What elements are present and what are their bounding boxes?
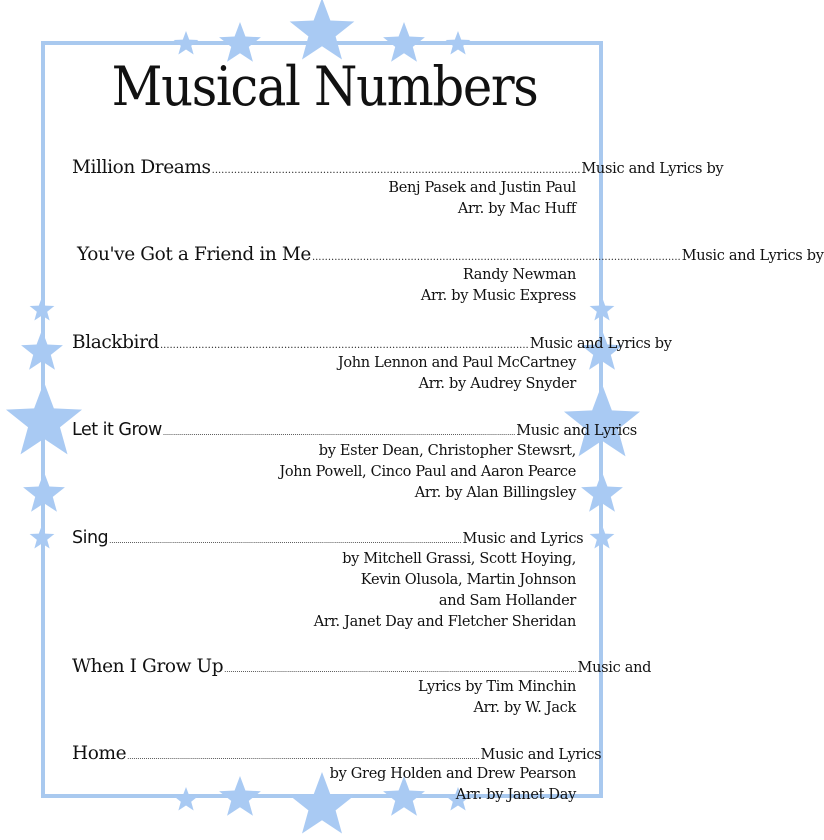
leader-dots: .................................................................................................................... — [311, 252, 681, 263]
star-icon — [580, 472, 624, 516]
credit-label: Music and Lyrics by — [529, 336, 672, 352]
credit-line: Benj Pasek and Justin Paul — [388, 180, 576, 196]
credit-label: Music and Lyrics — [462, 531, 584, 547]
credit-line: John Lennon and Paul McCartney — [337, 355, 576, 371]
song-title: When I Grow Up — [72, 656, 224, 677]
credit-label: Music and Lyrics by — [681, 248, 824, 264]
arranger-line: Arr. Janet Day and Fletcher Sheridan — [313, 614, 576, 630]
star-icon — [445, 31, 471, 57]
credit-label: Music and Lyrics — [480, 747, 602, 763]
song-title: Blackbird — [72, 332, 159, 353]
credit-label: Music and — [577, 660, 652, 676]
program-entry — [72, 244, 824, 307]
star-icon — [589, 525, 615, 551]
star-icon — [173, 31, 199, 57]
credit-line: Kevin Olusola, Martin Johnson — [360, 572, 576, 588]
song-title: You've Got a Friend in Me — [77, 244, 311, 265]
star-icon — [20, 330, 64, 374]
program-entry — [72, 528, 584, 633]
leader-dots: .................................................................................................................... — [211, 165, 581, 176]
star-icon — [29, 297, 55, 323]
credit-label: Music and Lyrics by — [581, 161, 724, 177]
program-entry — [72, 656, 652, 719]
leader-dots: .............................................................................................................................................................................. — [162, 429, 516, 437]
credit-line: Randy Newman — [462, 267, 576, 283]
song-title: Million Dreams — [72, 157, 211, 178]
arranger-line: Arr. by W. Jack — [473, 700, 576, 716]
arranger-line: Arr. by Alan Billingsley — [414, 485, 576, 501]
arranger-line: Arr. by Music Express — [420, 288, 576, 304]
credit-line: by Greg Holden and Drew Pearson — [329, 766, 576, 782]
arranger-line: Arr. by Audrey Snyder — [418, 376, 576, 392]
arranger-line: Arr. by Janet Day — [455, 787, 576, 803]
leader-dots: .................................................................................................................... — [159, 340, 529, 351]
credit-line: and Sam Hollander — [438, 593, 576, 609]
leader-dots: .............................................................................................................................................................................. — [109, 537, 462, 545]
credit-line: John Powell, Cinco Paul and Aaron Pearce — [279, 464, 576, 480]
star-icon — [22, 472, 66, 516]
credit-line: by Ester Dean, Christopher Stewsrt, — [318, 443, 576, 459]
song-title: Sing — [72, 528, 109, 548]
credit-line: by Mitchell Grassi, Scott Hoying, — [342, 551, 576, 567]
leader-dots: .............................................................................................................................................................................. — [127, 753, 480, 761]
song-title: Let it Grow — [72, 420, 162, 440]
arranger-line: Arr. by Mac Huff — [457, 201, 576, 217]
program-entry — [72, 743, 602, 806]
program-entry — [72, 420, 637, 504]
program-entry — [72, 332, 672, 395]
page-title: Musical Numbers — [111, 55, 538, 118]
star-icon — [589, 297, 615, 323]
star-icon — [29, 525, 55, 551]
leader-dots: .............................................................................................................................................................................. — [224, 666, 577, 674]
program-entry — [72, 157, 724, 220]
credit-label: Music and Lyrics — [516, 423, 637, 439]
credit-line: Lyrics by Tim Minchin — [417, 679, 576, 695]
song-title: Home — [72, 743, 127, 764]
